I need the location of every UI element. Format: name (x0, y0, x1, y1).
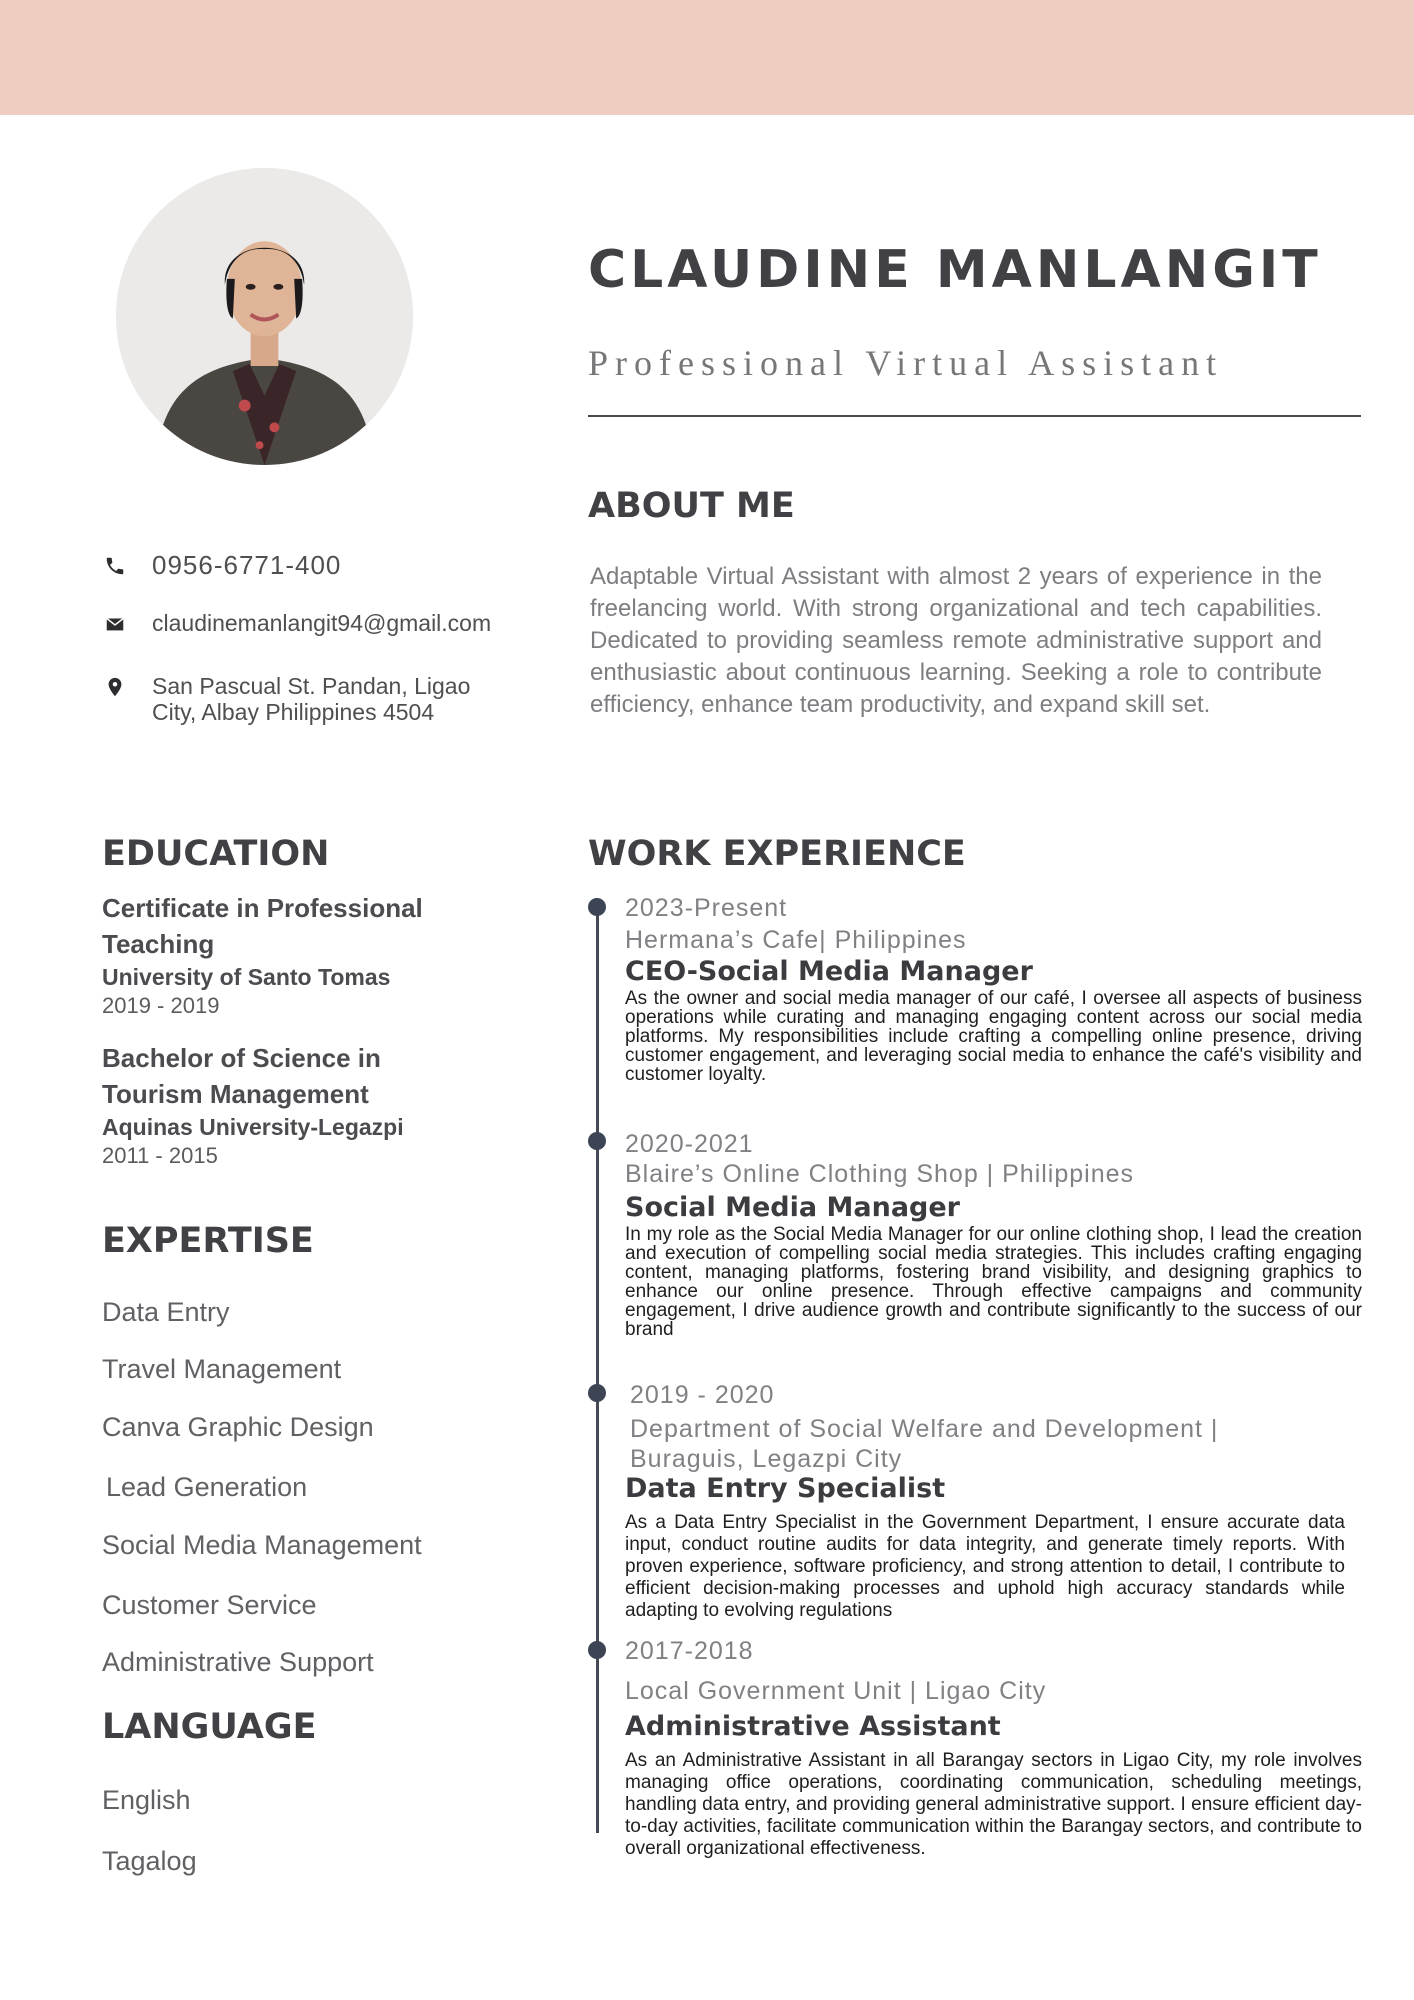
degree-line: Tourism Management (102, 1079, 369, 1109)
education-school: University of Santo Tomas (102, 964, 391, 990)
education-school: Aquinas University-Legazpi (102, 1114, 404, 1140)
expertise-item: Canva Graphic Design (102, 1412, 374, 1442)
job-company (630, 1414, 1362, 1474)
timeline-dot (588, 1641, 606, 1659)
job-title: CEO-Social Media Manager (625, 956, 1033, 987)
job-description: As a Data Entry Specialist in the Government Department, I ensure accurate data input, conduct routine audits for data integrity, and generate timely reports. With proven experience, software proficiency, and strong attention to detail, I contribute to efficient decision-making processes and uphold high accuracy standards while adapting to evolving regulations (625, 1512, 1345, 1621)
language-item: English (102, 1785, 191, 1815)
expertise-item: Travel Management (102, 1354, 342, 1384)
education-heading: EDUCATION (102, 834, 330, 874)
job-date: 2019 - 2020 (630, 1381, 775, 1409)
candidate-role: Professional Virtual Assistant (588, 343, 1224, 383)
language-item: Tagalog (102, 1846, 197, 1876)
contact-address (104, 673, 504, 725)
contact-phone (104, 552, 341, 578)
education-degree (102, 890, 502, 962)
expertise-item: Data Entry (102, 1297, 230, 1327)
job-company: Local Government Unit | Ligao City (625, 1677, 1047, 1705)
job-description: In my role as the Social Media Manager for our online clothing shop, I lead the creation and execution of compelling social media strategies. This includes crafting engaging content, managing platforms, fostering brand visibility, and designing graphics to enhance our online presence. Through effective campaigns and community engagement, I drive audience growth and contribute significantly to the success of our brand (625, 1224, 1362, 1340)
work-item (630, 1380, 1362, 1474)
header-band (0, 0, 1414, 115)
about-heading: ABOUT ME (588, 486, 795, 526)
job-company: Hermana’s Cafe| Philippines (625, 926, 967, 954)
phone-number: 0956-6771-400 (152, 550, 342, 580)
name-divider (588, 415, 1361, 417)
job-company: Blaire’s Online Clothing Shop | Philippines (625, 1160, 1135, 1188)
work-item (625, 893, 1362, 1084)
education-item (102, 1040, 502, 1170)
job-title: Social Media Manager (625, 1192, 960, 1223)
language-heading: LANGUAGE (102, 1707, 317, 1747)
email-address[interactable]: claudinemanlangit94@gmail.com (152, 610, 492, 636)
address-line-1: San Pascual St. Pandan, Ligao (152, 673, 471, 699)
job-date: 2023-Present (625, 894, 788, 922)
work-item (625, 1129, 1362, 1339)
timeline-dot (588, 1384, 606, 1402)
email-icon (104, 613, 126, 635)
job-description: As the owner and social media manager of our café, I oversee all aspects of business operations while curating and managing engaging content across our social media platforms. My responsibilities include crafting a compelling online presence, driving customer engagement, and leveraging social media to enhance the café's visibility and customer loyalty. (625, 988, 1362, 1085)
degree-line: Certificate in Professional (102, 893, 423, 923)
job-date: 2020-2021 (625, 1130, 754, 1158)
address-text (152, 673, 470, 725)
education-years: 2011 - 2015 (102, 1143, 218, 1168)
work-experience-heading: WORK EXPERIENCE (588, 834, 966, 874)
phone-icon (104, 555, 126, 577)
degree-line: Teaching (102, 929, 215, 959)
job-title: Data Entry Specialist (625, 1473, 946, 1504)
expertise-item: Lead Generation (106, 1472, 308, 1502)
education-degree (102, 1040, 502, 1112)
expertise-item: Social Media Management (102, 1530, 422, 1560)
address-line-2: City, Albay Philippines 4504 (152, 699, 435, 725)
work-item (625, 1636, 1362, 1860)
job-title: Administrative Assistant (625, 1711, 1001, 1742)
job-date: 2017-2018 (625, 1637, 754, 1665)
job-company-line: Department of Social Welfare and Development | (630, 1415, 1219, 1443)
profile-photo (116, 168, 413, 465)
timeline-line (596, 905, 599, 1833)
profile-photo-illustration (116, 168, 413, 465)
work-item-body (625, 1472, 1362, 1622)
location-pin-icon (104, 676, 126, 698)
timeline-dot (588, 898, 606, 916)
job-description: As an Administrative Assistant in all Barangay sectors in Ligao City, my role involves managing office operations, coordinating communication, scheduling meetings, handling data entry, and providing general administrative support. I ensure efficient day-to-day activities, facilitate communication within the Barangay sectors, and contribute to overall organizational effectiveness. (625, 1750, 1362, 1859)
about-text: Adaptable Virtual Assistant with almost 2 years of experience in the freelancing world. With strong organizational and tech capabilities. Dedicated to providing seamless remote administrative support and enthusiastic about continuous learning. Seeking a role to contribute efficiency, enhance team productivity, and expand skill set. (590, 563, 1322, 718)
degree-line: Bachelor of Science in (102, 1043, 381, 1073)
candidate-name: CLAUDINE MANLANGIT (588, 240, 1322, 300)
expertise-item: Administrative Support (102, 1647, 374, 1677)
timeline-dot (588, 1132, 606, 1150)
contact-email (104, 610, 491, 636)
education-item (102, 890, 502, 1020)
job-company-line: Buraguis, Legazpi City (630, 1445, 903, 1473)
education-years: 2019 - 2019 (102, 993, 220, 1018)
expertise-item: Customer Service (102, 1590, 317, 1620)
expertise-heading: EXPERTISE (102, 1221, 314, 1261)
